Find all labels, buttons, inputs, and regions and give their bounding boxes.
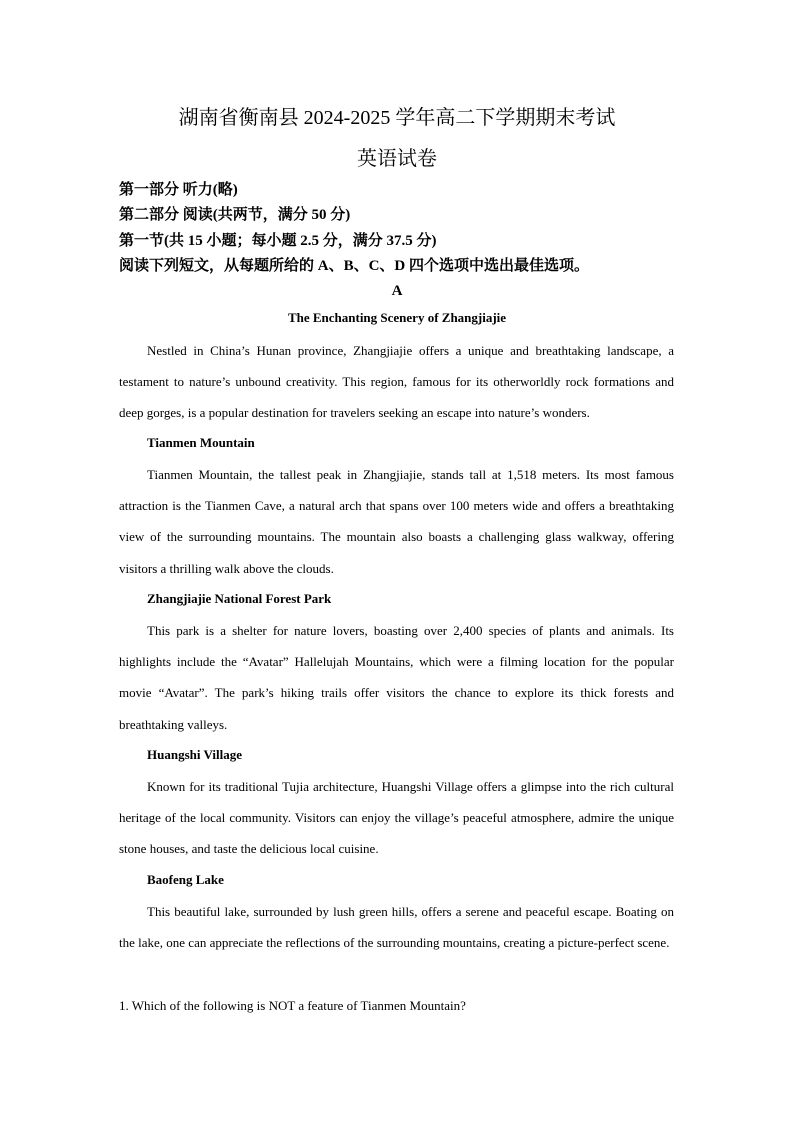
question-1: 1. Which of the following is NOT a feature of Tianmen Mountain? — [119, 998, 466, 1013]
section-text-tianmen: Tianmen Mountain, the tallest peak in Zhangjiajie, stands tall at 1,518 meters. Its most famous attraction is the Tianmen Cave, a natural arch that spans over 100 meters wide and offers a breathtaking view of the surrounding mountains. The mountain also boasts a challenging glass walkway, offering visitors a thrilling walk above the clouds. — [119, 467, 674, 576]
section-heading-tianmen: Tianmen Mountain — [147, 435, 255, 450]
section-heading-huangshi: Huangshi Village — [147, 747, 242, 762]
passage-label: A — [391, 283, 403, 299]
section-text-forest-park: This park is a shelter for nature lovers, boasting over 2,400 species of plants and animals. Its highlights include the “Avatar” Hallelujah Mountains, which were a filming location for the popular movie “Avatar”. The park’s hiking trails offer visitors the chance to explore its thick forests and breathtaking valleys. — [119, 623, 674, 732]
section-text-huangshi: Known for its traditional Tujia architecture, Huangshi Village offers a glimpse into the rich cultural heritage of the local community. Visitors can enjoy the village’s peaceful atmosphere, admire the unique stone houses, and taste the delicious local cuisine. — [119, 779, 674, 857]
section1-instruction: 第一节(共 15 小题；每小题 2.5 分，满分 37.5 分) — [119, 233, 437, 249]
passage-intro: Nestled in China’s Hunan province, Zhangjiajie offers a unique and breathtaking landscape, a testament to nature’s unbound creativity. This region, famous for its otherworldly rock formations and deep gorges, is a popular destination for travelers seeking an escape into nature’s wonders. — [119, 343, 674, 421]
part1-instruction: 第一部分 听力(略) — [119, 182, 238, 198]
directions-instruction: 阅读下列短文，从每题所给的 A、B、C、D 四个选项中选出最佳选项。 — [119, 258, 590, 274]
exam-subtitle: 英语试卷 — [357, 148, 437, 170]
part2-instruction: 第二部分 阅读(共两节，满分 50 分) — [119, 207, 351, 223]
section-heading-forest-park: Zhangjiajie National Forest Park — [147, 591, 332, 606]
section-text-baofeng: This beautiful lake, surrounded by lush green hills, offers a serene and peaceful escape. Boating on the lake, one can appreciate the reflections of the surrounding mountains, creating a picture-perfect scene. — [119, 904, 674, 951]
passage-title: The Enchanting Scenery of Zhangjiajie — [287, 310, 507, 325]
section-heading-baofeng: Baofeng Lake — [147, 872, 224, 887]
exam-title: 湖南省衡南县 2024-2025 学年高二下学期期末考试 — [178, 107, 616, 129]
